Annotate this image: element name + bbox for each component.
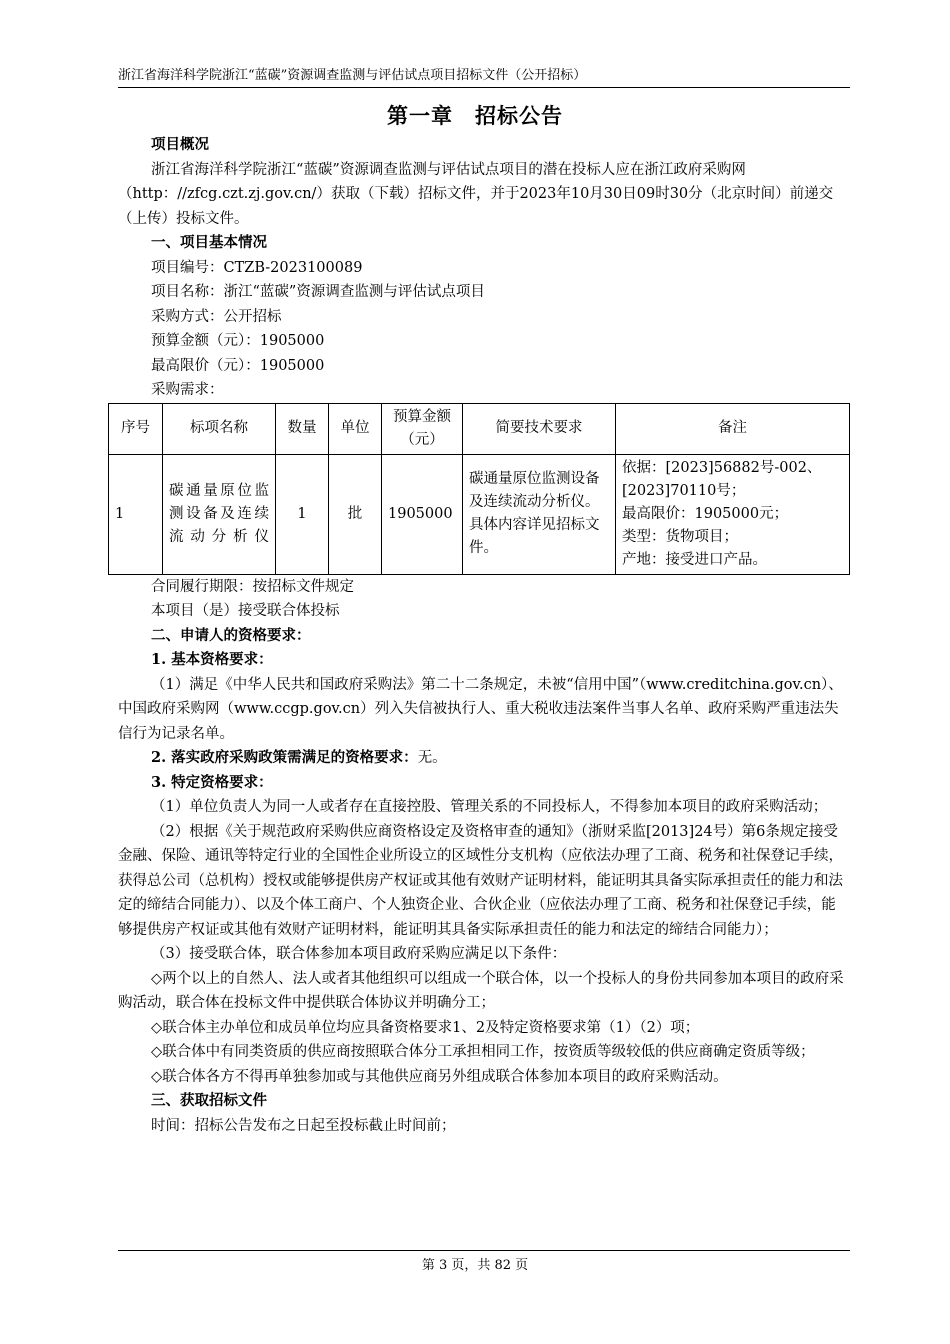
acquisition-time: 时间：招标公告发布之日起至投标截止时间前；: [151, 1117, 456, 1134]
consortium-condition: ◇联合体各方不得再单独参加或与其他供应商另外组成联合体参加本项目的政府采购活动。: [151, 1068, 728, 1085]
chapter-title: 第一章 招标公告: [387, 103, 563, 128]
special-requirement-3: （3）接受联合体，联合体参加本项目政府采购应满足以下条件：: [151, 946, 567, 962]
policy-value: 无。: [417, 750, 447, 766]
row-number: 1: [109, 454, 163, 574]
item-budget: 1905000: [382, 454, 463, 574]
page-footer: 第 3 页，共 82 页: [421, 1258, 529, 1273]
item-unit: 批: [329, 454, 382, 574]
table-header: 简要技术要求: [463, 403, 616, 454]
special-requirements-heading: 3. 特定资格要求：: [151, 773, 273, 791]
contract-period: 合同履行期限：按招标文件规定: [151, 578, 354, 595]
running-header: 浙江省海洋科学院浙江“蓝碳”资源调查监测与评估试点项目招标文件（公开招标）: [118, 66, 850, 88]
consortium-statement: 本项目（是）接受联合体投标: [151, 603, 340, 619]
policy-requirements: [118, 746, 850, 771]
purchase-method: 采购方式：公开招标: [151, 308, 282, 325]
item-notes: [616, 454, 850, 574]
table-header: 序号: [109, 403, 163, 454]
footer-divider: [118, 1250, 850, 1251]
document-body: [115, 133, 850, 1138]
table-header: 标项名称: [163, 403, 276, 454]
table-header: 数量: [276, 403, 329, 454]
consortium-condition: ◇联合体中有同类资质的供应商按照联合体分工承担相同工作，按资质等级较低的供应商确定资质等级；: [151, 1044, 815, 1060]
overview-text: 浙江省海洋科学院浙江“蓝碳”资源调查监测与评估试点项目的潜在投标人应在浙江政府采购网（http：//zfcg.czt.zj.gov.cn/）获取（下载）招标文件，并于2023年10月30日09时30分（北京时间）前递交（上传）投标文件。: [118, 161, 834, 227]
note-max-price: 最高限价：1905000元；: [622, 505, 789, 522]
special-requirement-1: （1）单位负责人为同一人或者存在直接控股、管理关系的不同投标人，不得参加本项目的政府采购活动；: [151, 799, 828, 815]
project-name: 项目名称：浙江“蓝碳”资源调查监测与评估试点项目: [151, 284, 485, 300]
table-header: 预算金额（元）: [382, 403, 463, 454]
item-name: 碳通量原位监测设备及连续流动分析仪: [163, 454, 276, 574]
section-2-heading: 二、申请人的资格要求：: [151, 626, 311, 644]
demand-label: 采购需求：: [151, 382, 224, 398]
table-header: 备注: [616, 403, 850, 454]
consortium-condition: ◇联合体主办单位和成员单位均应具备资格要求1、2及特定资格要求第（1）（2）项；: [151, 1019, 700, 1036]
table-header: 单位: [329, 403, 382, 454]
basic-requirements-heading: 1. 基本资格要求：: [151, 651, 273, 668]
special-requirement-2: （2）根据《关于规范政府采购供应商资格设定及资格审查的通知》（浙财采监[2013]24号）第6条规定接受金融、保险、通讯等特定行业的全国性企业所设立的区域性分支机构（应依法办理了工商、税务和社保登记手续，获得总公司（总机构）授权或能够提供房产权证或其他有效财产证明材料，能证明其具备实际承担责任的能力和法定的缔结合同能力）、以及个体工商户、个人独资企业、合伙企业（应依法办理了工商、税务和社保登记手续，能够提供房产权证或其他有效财产证明材料，能证明其具备实际承担责任的能力和法定的缔结合同能力）；: [118, 823, 843, 938]
section-3-heading: 三、获取招标文件: [151, 1092, 267, 1109]
budget-amount: 预算金额（元）：1905000: [151, 333, 325, 349]
overview-heading: 项目概况: [151, 136, 209, 153]
item-quantity: 1: [276, 454, 329, 574]
requirements-table: [108, 403, 850, 575]
policy-heading: 2. 落实政府采购政策需满足的资格要求：: [151, 749, 418, 766]
table-header-row: [109, 403, 850, 454]
consortium-condition: ◇两个以上的自然人、法人或者其他组织可以组成一个联合体，以一个投标人的身份共同参加本项目的政府采购活动，联合体在投标文件中提供联合体协议并明确分工；: [118, 970, 844, 1011]
basic-requirement-1: （1）满足《中华人民共和国政府采购法》第二十二条规定，未被“信用中国”（www.creditchina.gov.cn）、中国政府采购网（www.ccgp.gov.cn）列入失信被执行人、重大税收违法案件当事人名单、政府采购严重违法失信行为记录名单。: [118, 676, 843, 742]
project-number: 项目编号：CTZB-2023100089: [151, 259, 363, 276]
note-origin: 产地：接受进口产品。: [622, 551, 767, 568]
note-type: 类型：货物项目；: [622, 528, 738, 545]
note-basis: 依据：[2023]56882号-002、[2023]70110号；: [622, 459, 822, 499]
table-row: [109, 454, 850, 574]
item-tech-requirements: 碳通量原位监测设备及连续流动分析仪。具体内容详见招标文件。: [463, 454, 616, 574]
section-1-heading: 一、项目基本情况: [151, 234, 267, 251]
max-price: 最高限价（元）：1905000: [151, 357, 325, 374]
